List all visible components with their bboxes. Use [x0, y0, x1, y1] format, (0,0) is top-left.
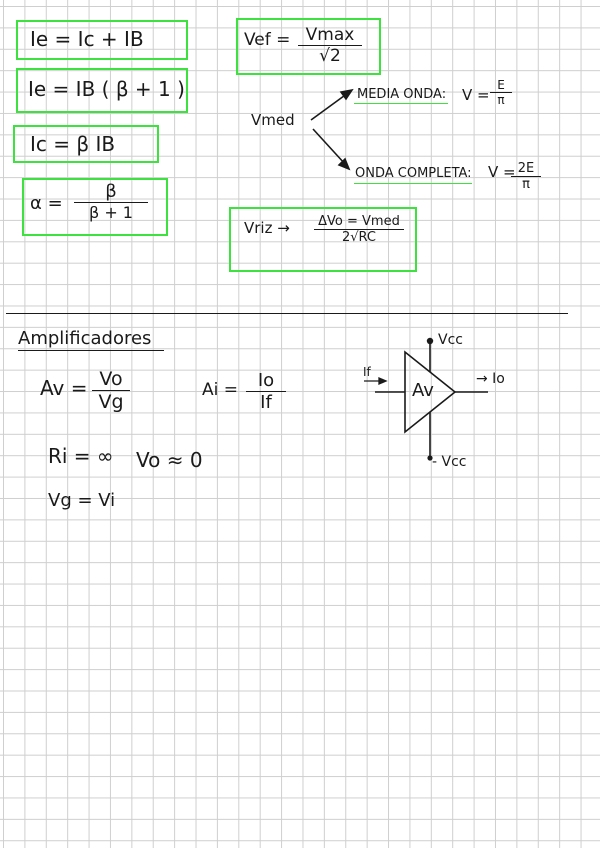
alpha-denominator: β + 1 — [89, 203, 133, 222]
half-wave-numerator: E — [497, 78, 505, 92]
formula-ic-beta: Ic = β IB — [30, 132, 116, 156]
vcc-bottom-label: - Vcc — [432, 454, 467, 470]
ai-denominator: If — [260, 392, 272, 413]
formula-vef-lhs: Vef = — [244, 30, 291, 50]
av-denominator: Vg — [98, 391, 124, 413]
vo-approx-zero: Vo ≈ 0 — [136, 448, 203, 472]
av-numerator: Vo — [99, 368, 123, 390]
alpha-numerator: β — [105, 181, 117, 202]
vef-denominator: √2 — [319, 46, 341, 66]
full-wave-numerator: 2E — [517, 161, 535, 176]
vriz-denominator: 2√RC — [341, 230, 377, 245]
input-current-label: If — [363, 365, 371, 379]
vcc-top-label: Vcc — [438, 332, 463, 348]
formula-vriz-lhs: Vriz → — [244, 219, 290, 237]
formula-alpha-lhs: α = — [30, 193, 63, 214]
vg-equals-vi: Vg = Vi — [48, 490, 116, 511]
vcc-top-node — [427, 338, 433, 344]
formula-ie-beta: Ie = IB ( β + 1 ) — [28, 77, 185, 101]
ri-infinity: Ri = ∞ — [48, 444, 114, 468]
av-lhs: Av = — [40, 376, 88, 400]
vriz-numerator: ΔVo = Vmed — [318, 214, 400, 229]
full-wave-denominator: π — [522, 177, 530, 192]
ai-lhs: Ai = — [202, 380, 239, 400]
half-wave-label: MEDIA ONDA: — [357, 87, 447, 102]
output-current-label: → Io — [476, 371, 505, 387]
amplifier-gain-label: Av — [412, 380, 434, 401]
full-wave-label: ONDA COMPLETA: — [355, 166, 472, 181]
vmed-label: Vmed — [251, 111, 295, 129]
half-wave-denominator: π — [497, 93, 505, 107]
vef-numerator: Vmax — [305, 25, 355, 45]
formula-ie-sum: Ie = Ic + IB — [30, 27, 144, 51]
half-wave-lhs: V = — [462, 86, 490, 104]
ai-numerator: Io — [257, 370, 275, 391]
full-wave-lhs: V = — [488, 163, 516, 181]
amplifiers-title: Amplificadores — [18, 328, 152, 349]
